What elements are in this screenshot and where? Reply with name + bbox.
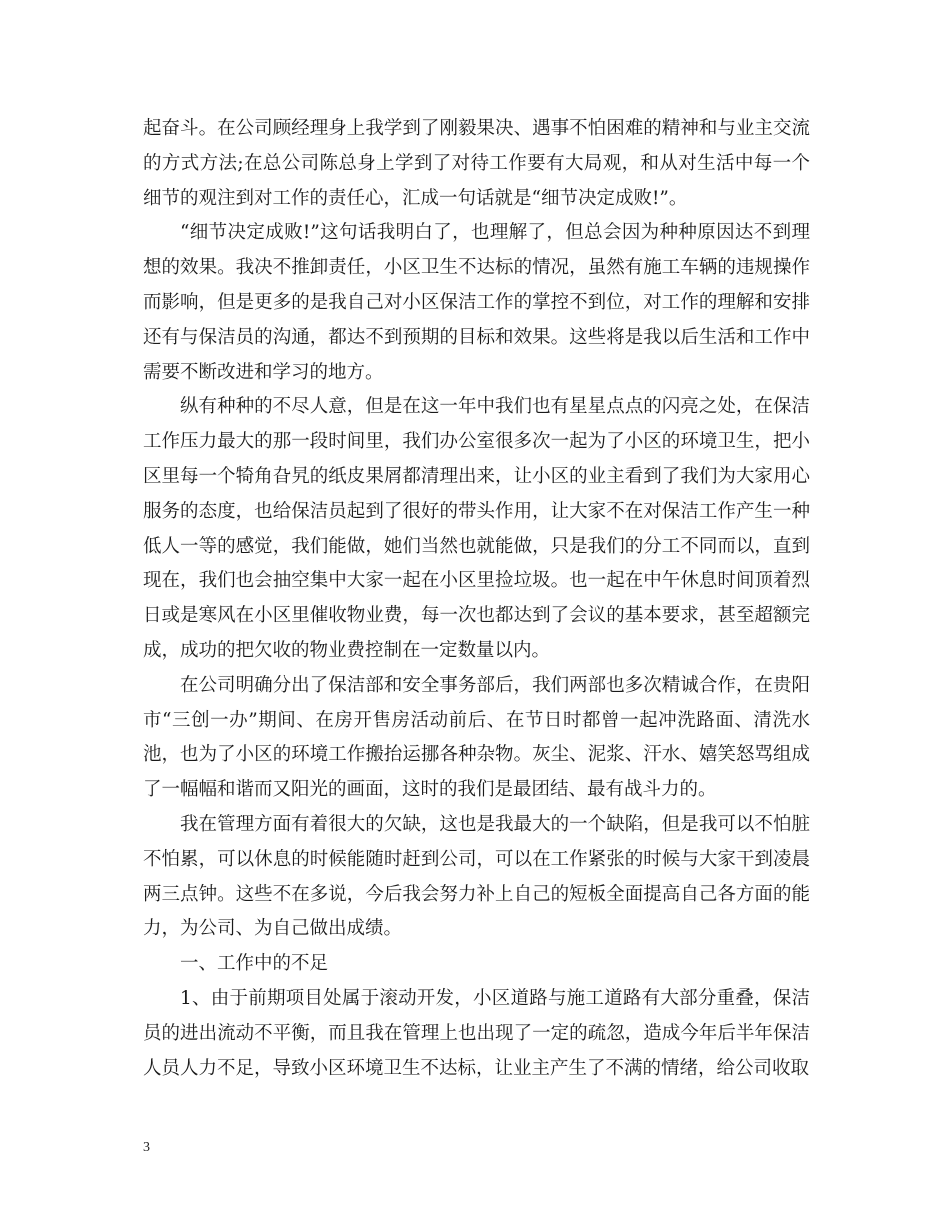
- page-number: 3: [143, 1140, 150, 1155]
- section-heading-shortcomings: 一、工作中的不足: [180, 953, 329, 975]
- paragraph-2: “细节决定成败!”这句话我明白了，也理解了，但总会因为种种原因达不到理想的效果。我决不推卸责任，小区卫生不达标的情况，虽然有施工车辆的违规操作而影响，但是更多的是我自己对小区保洁工作的掌控不到位，对工作的理解和安排还有与保洁员的沟通，都达不到预期的目标和效果。这些将是我以后生活和工作中需要不断改进和学习的地方。: [143, 222, 810, 383]
- paragraph-3: 纵有种种的不尽人意，但是在这一年中我们也有星星点点的闪亮之处，在保洁工作压力最大的那一段时间里，我们办公室很多次一起为了小区的环境卫生，把小区里每一个犄角旮旯的纸皮果屑都清理出来，让小区的业主看到了我们为大家用心服务的态度，也给保洁员起到了很好的带头作用，让大家不在对保洁工作产生一种低人一等的感觉，我们能做，她们当然也就能做，只是我们的分工不同而以，直到现在，我们也会抽空集中大家一起在小区里捡垃圾。也一起在中午休息时间顶着烈日或是寒风在小区里催收物业费，每一次也都达到了会议的基本要求，甚至超额完成，成功的把欠收的物业费控制在一定数量以内。: [143, 396, 810, 661]
- paragraph-7: 1、由于前期项目处属于滚动开发，小区道路与施工道路有大部分重叠，保洁员的进出流动不平衡，而且我在管理上也出现了一定的疏忽，造成今年后半年保洁人员人力不足，导致小区环境卫生不达标，让业主产生了不满的情绪，给公司收取: [143, 987, 810, 1079]
- paragraph-4: 在公司明确分出了保洁部和安全事务部后，我们两部也多次精诚合作，在贵阳市“三创一办”期间、在房开售房活动前后、在节日时都曾一起冲洗路面、清洗水池，也为了小区的环境工作搬抬运挪各种杂物。灰尘、泥浆、汗水、嬉笑怒骂组成了一幅幅和谐而又阳光的画面，这时的我们是最团结、最有战斗力的。: [143, 674, 810, 801]
- paragraph-1: 起奋斗。在公司顾经理身上我学到了刚毅果决、遇事不怕困难的精神和与业主交流的方式方法;在总公司陈总身上学到了对待工作要有大局观，和从对生活中每一个细节的观注到对工作的责任心，汇成一句话就是“细节决定成败!”。: [143, 118, 810, 209]
- paragraph-5: 我在管理方面有着很大的欠缺，这也是我最大的一个缺陷，但是我可以不怕脏不怕累，可以休息的时候能随时赶到公司，可以在工作紧张的时候与大家干到凌晨两三点钟。这些不在多说，今后我会努力补上自己的短板全面提高自己各方面的能力，为公司、为自己做出成绩。: [143, 813, 810, 940]
- document-body: [143, 112, 810, 1086]
